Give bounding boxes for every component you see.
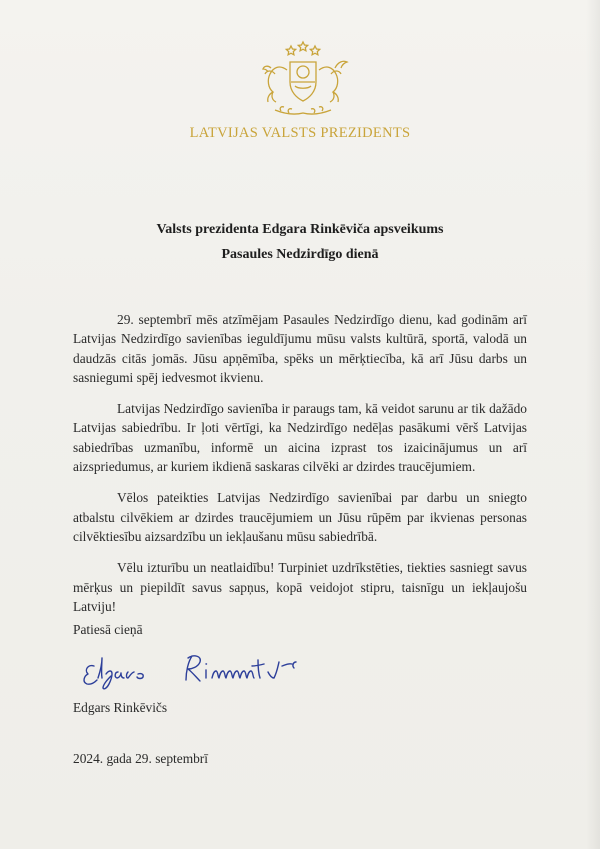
body-paragraph: Vēlos pateikties Latvijas Nedzirdīgo savienībai par darbu un sniegto atbalstu cilvēkiem ar dzirdes traucējumiem un Jūsu rūpēm par ikvienas personas cilvēktiesību aizsardzību un iekļaušanu mūsu sabiedrībā. — [73, 490, 527, 544]
body-paragraph: 29. septembrī mēs atzīmējam Pasaules Nedzirdīgo dienu, kad godinām arī Latvijas Nedzirdīgo savienības ieguldījumu mūsu valsts kultūrā, sportā, valodā un daudzās citās jomās. Jūsu apņēmība, spēks un mērķtiecība, kā arī Jūsu darbs un sasniegumi spēj iedvesmot ikvienu. — [73, 312, 527, 385]
body-paragraph: Vēlu izturību un neatlaidību! Turpiniet uzdrīkstēties, tiekties sasniegt savus mērķus un piepildīt savus sapņus, kopā veidojot stipru, taisnīgu un iekļaujošu Latviju! — [73, 560, 527, 614]
letter-date: 2024. gada 29. septembrī — [73, 751, 208, 766]
letter-title: Valsts prezidenta Edgara Rinkēviča apsveikums — [156, 222, 444, 237]
coat-of-arms-emblem — [253, 40, 353, 118]
closing-salutation: Patiesā cieņā — [73, 622, 143, 637]
organization-name: LATVIJAS VALSTS PREZIDENTS — [189, 125, 411, 141]
letter-subtitle: Pasaules Nedzirdīgo dienā — [221, 247, 379, 262]
letter-body — [73, 310, 527, 628]
handwritten-signature — [80, 644, 355, 694]
body-paragraph: Latvijas Nedzirdīgo savienība ir paraugs tam, kā veidot sarunu ar tik dažādo Latvijas sabiedrību. Ir ļoti vērtīgi, ka Nedzirdīgo nedēļas pasākumi vērš Latvijas sabiedrības uzmanību, informē un aicina izprast tos izaicinājumus un arī aizspriedumus, ar kuriem ikdienā saskaras cilvēki ar dzirdes traucējumiem. — [73, 401, 527, 475]
signer-name: Edgars Rinkēvičs — [73, 700, 168, 715]
